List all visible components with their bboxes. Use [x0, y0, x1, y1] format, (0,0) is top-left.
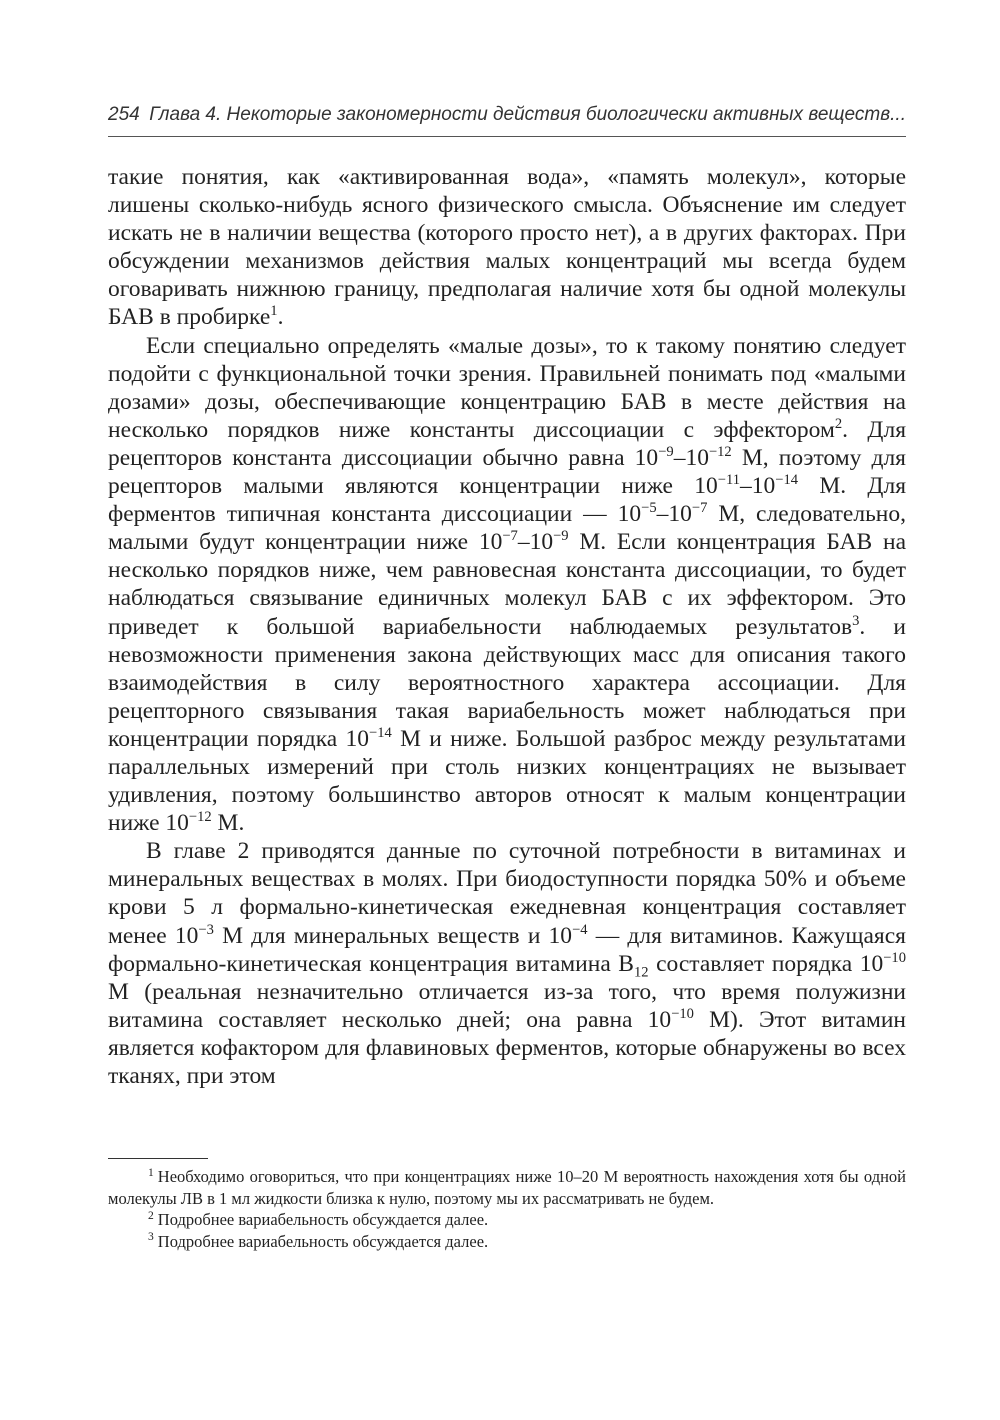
footnote-text: Необходимо оговориться, что при концентрациях ниже 10–20 М вероятность нахождения хотя бы одной молекулы ЛВ в 1 мл жидкости близка к нулю, поэтому мы их рассматривать не будем.	[108, 1167, 906, 1208]
footnote-2	[108, 1209, 906, 1231]
running-header	[108, 102, 906, 137]
exponent: −14	[775, 472, 799, 489]
main-text	[108, 163, 906, 1090]
footnote-3	[108, 1231, 906, 1253]
exponent: −11	[717, 472, 740, 489]
footnote-mark: 3	[148, 1231, 154, 1243]
subscript: 12	[633, 964, 649, 981]
exponent: −9	[553, 528, 569, 545]
footnote-ref-2: 2	[834, 416, 843, 433]
exponent: −5	[641, 500, 657, 517]
footnotes	[108, 1166, 906, 1252]
paragraph-1: такие понятия, как «активированная вода», «память молекул», которые лишены сколько-нибудь ясного физического смысла. Объяснение им следует искать не в наличии вещества (которого просто нет), а в других факторах. При обсуждении механизмов действия малых концентраций мы всегда будем оговаривать нижнюю границу, предполагая наличие хотя бы одной молекулы БАВ в пробирке$^1$.	[108, 164, 906, 331]
exponent: −14	[369, 725, 392, 742]
exponent: −7	[502, 528, 518, 545]
exponent: −3	[198, 921, 214, 938]
chapter-title: Глава 4. Некоторые закономерности действия биологически активных веществ...	[149, 104, 906, 125]
footnote-mark: 2	[148, 1209, 154, 1222]
exponent: −7	[691, 500, 708, 517]
footnote-text: Подробнее вариабельность обсуждается далее.	[157, 1231, 489, 1251]
footnote-1	[108, 1166, 906, 1209]
paragraph-2: Если специально определять «малые дозы», то к такому понятию следует подойти с функциональной точки зрения. Правильней понимать под «малыми дозами» дозы, обеспечивающие концентрацию БАВ в месте действия на несколько порядков ниже константы диссоциации с эффектором$^2$. Для рецепторов константа диссоциации обычно равна $10^{-9}-10^{-12}$ М, поэтому для рецепторов малыми являются концентрации ниже $10^{-11}-10^{-14}$ М. Для ферментов типичная константа диссоциации — $10^{-5}-10^{-7}$ М, следовательно, малыми будут концентрации ниже $10^{-7}-10^{-9}$ М. Если концентрация БАВ на несколько порядков ниже, чем равновесная константа диссоциации, то будет наблюдаться связывание единичных молекул БАВ с их эффектором. Это приведет к большой вариабельности наблюдаемых результатов$^3$. и невозможности применения закона действующих масс для описания такого взаимодействия в силу вероятностного характера ассоциации. Для рецепторного связывания такая вариабельность может наблюдаться при концентрации порядка $10^{-14}$ М и ниже. Большой разброс между результатами параллельных измерений при столь низких концентрациях не вызывает удивления, поэтому большинство авторов относят к малым концентрации ниже $10^{-12}$ М.	[108, 332, 907, 837]
exponent: −12	[188, 809, 212, 826]
exponent: −12	[708, 444, 732, 461]
exponent: −10	[671, 1005, 694, 1022]
footnote-ref-1: 1	[270, 303, 278, 320]
exponent: −4	[572, 921, 588, 938]
footnote-ref-3: 3	[852, 612, 860, 629]
footnote-divider	[108, 1158, 208, 1159]
exponent: −9	[658, 444, 674, 461]
exponent: −10	[883, 949, 906, 966]
footnote-mark: 1	[148, 1166, 154, 1179]
paragraph-3: В главе 2 приводятся данные по суточной потребности в витаминах и минеральных веществах в молях. При биодоступности порядка 50% и объеме крови 5 л формально-кинетическая ежедневная концентрация составляет менее $10^{-3}$ М для минеральных веществ и $10^{-4}$ — для витаминов. Кажущаяся формально-кинетическая концентрация витамина $B_{12}$ составляет порядка $10^{-10}$ М (реальная незначительно отличается из-за того, что время полужизни витамина составляет несколько дней; она равна $10^{-10}$ М). Этот витамин является кофактором для флавиновых ферментов, которые обнаружены во всех тканях, при этом	[108, 838, 907, 1089]
page-number: 254	[108, 104, 140, 125]
footnote-text: Подробнее вариабельность обсуждается далее.	[157, 1210, 489, 1229]
